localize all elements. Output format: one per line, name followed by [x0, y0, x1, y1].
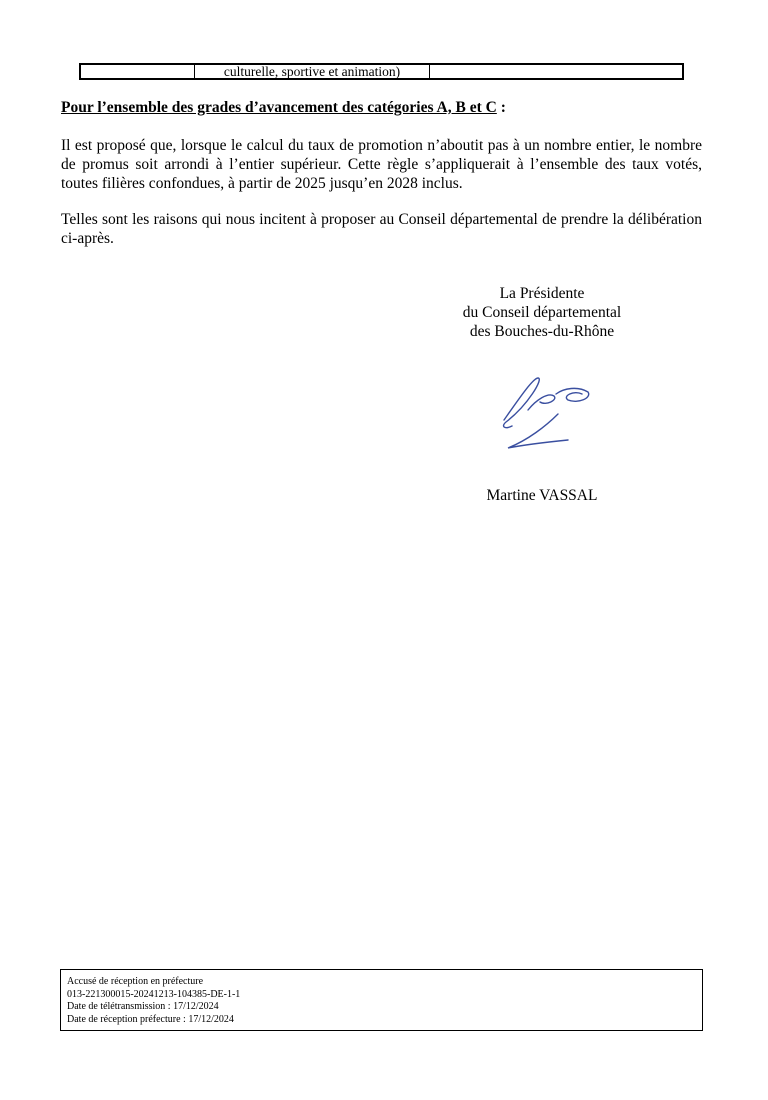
signatory-name: Martine VASSAL [486, 487, 598, 504]
handwritten-signature [498, 370, 598, 455]
signatory-line: La Présidente [499, 285, 585, 302]
section-heading [61, 99, 506, 117]
prefecture-receipt-box [60, 969, 703, 1031]
signatory-title [442, 284, 642, 341]
table-cell [81, 65, 195, 78]
paragraph-rounding-rule: Il est proposé que, lorsque le calcul du taux de promotion n’aboutit pas à un nombre entier, le nombre de promus soit arrondi à l’entier supérieur. Cette règle s’appliquerait à l’ensemble des taux votés, toutes filières confondues, à partir de 2025 jusqu’en 2028 inclus. [61, 137, 702, 192]
table-cell: culturelle, sportive et animation) [195, 65, 430, 78]
heading-suffix: : [496, 99, 506, 116]
heading-text: Pour l’ensemble des grades d’avancement des catégories A, B et C [61, 99, 497, 116]
receipt-line: Date de télétransmission : 17/12/2024 [67, 1001, 219, 1012]
receipt-line: Accusé de réception en préfecture [67, 976, 204, 987]
signatory-line: des Bouches-du-Rhône [469, 323, 615, 340]
signatory-line: du Conseil départemental [462, 304, 622, 321]
paragraph-conclusion: Telles sont les raisons qui nous incitent à proposer au Conseil départemental de prendre la délibération ci-après. [61, 211, 702, 247]
table-row [79, 63, 684, 80]
receipt-line: Date de réception préfecture : 17/12/2024 [67, 1013, 234, 1025]
table-cell [430, 65, 682, 78]
receipt-line: 013-221300015-20241213-104385-DE-1-1 [67, 988, 241, 1000]
